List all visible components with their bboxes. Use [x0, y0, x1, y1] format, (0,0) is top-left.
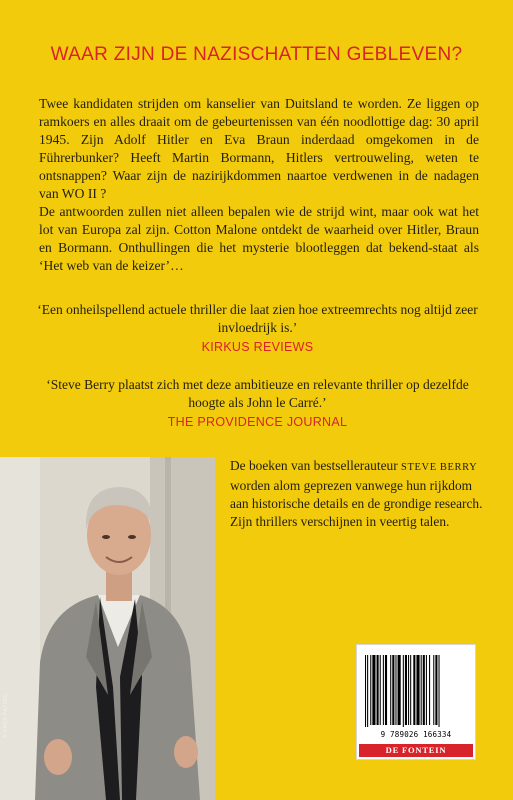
barcode-bar [421, 655, 422, 725]
barcode-bar [429, 655, 430, 725]
photo-credit: © KAKA PATTEE [3, 693, 9, 738]
barcode-bar [398, 655, 401, 725]
blurb-paragraph-1: Twee kandidaten strijden om kanselier van Duitsland te worden. Ze liggen op ramkoers en alles draait om de gebeurtenissen van één noodlottige dag: 30 april 1945. Zijn Adolf Hitler en Eva Braun inderdaad omgekomen in de Führerbunker? Heeft Martin Bormann, Hitlers vertrouweling, weten te ontsnappen? Waar zijn de nazirijkdommen naartoe verdwenen in de nadagen van WO II ? [39, 96, 479, 201]
barcode-bar [416, 655, 419, 725]
barcode-bar [377, 655, 379, 725]
barcode-bar [372, 655, 375, 725]
barcode-bar [390, 655, 391, 725]
barcode-bar [392, 655, 394, 725]
barcode-bar [385, 655, 387, 725]
barcode-bar [426, 655, 427, 725]
author-photo-illustration [0, 457, 215, 800]
blurb [39, 95, 479, 275]
barcode-bar [433, 655, 434, 725]
author-bio-intro: De boeken van bestsellerauteur [230, 458, 402, 473]
barcode-label [356, 644, 476, 760]
author-name: STEVE BERRY [401, 462, 478, 473]
barcode-bar [383, 655, 384, 725]
barcode-bar [408, 655, 409, 725]
review-quote-1 [30, 301, 485, 356]
barcode-bar [405, 655, 407, 725]
author-bio [230, 457, 485, 531]
barcode-bar [403, 655, 404, 727]
barcode-bar [380, 655, 381, 725]
barcode-bar [395, 655, 396, 725]
barcode-bar [367, 655, 368, 727]
publisher-logo: DE FONTEIN [359, 744, 473, 757]
isbn-number: 9 789026 166334 [380, 730, 452, 739]
barcode-bar [370, 655, 371, 725]
review-quote-1-source: KIRKUS REVIEWS [201, 340, 314, 354]
barcode-bar [413, 655, 415, 725]
barcode-bar [423, 655, 425, 725]
review-quote-2 [30, 376, 485, 431]
review-quote-1-text: ‘Een onheilspellend actuele thriller die laat zien hoe extreemrechts nog altijd zeer invloedrijk is.’ [37, 302, 478, 335]
review-quote-2-source: THE PROVIDENCE JOURNAL [167, 415, 348, 429]
barcode-bar [439, 655, 440, 727]
blurb-paragraph-2: De antwoorden zullen niet alleen bepalen wie de strijd wint, maar ook wat het lot van Europa zal zijn. Cotton Malone ontdekt de waarheid over Hitler, Braun en Bormann. Onthullingen die het mysterie blootleggen dat bekend-staat als ‘Het web van de keizer’… [39, 204, 479, 273]
barcode-bars [363, 655, 469, 727]
author-photo [0, 457, 215, 800]
barcode-bar [435, 655, 437, 725]
back-cover-headline: WAAR ZIJN DE NAZISCHATTEN GEBLEVEN? [50, 44, 463, 65]
review-quote-2-text: ‘Steve Berry plaatst zich met deze ambitieuze en relevante thriller op dezelfde hoogte als John le Carré.’ [46, 377, 469, 410]
barcode-bar [410, 655, 411, 725]
author-bio-rest: worden alom geprezen vanwege hun rijkdom aan historische details en de grondige research. Zijn thrillers verschijnen in veertig talen. [230, 478, 483, 529]
barcode-bar [365, 655, 366, 727]
